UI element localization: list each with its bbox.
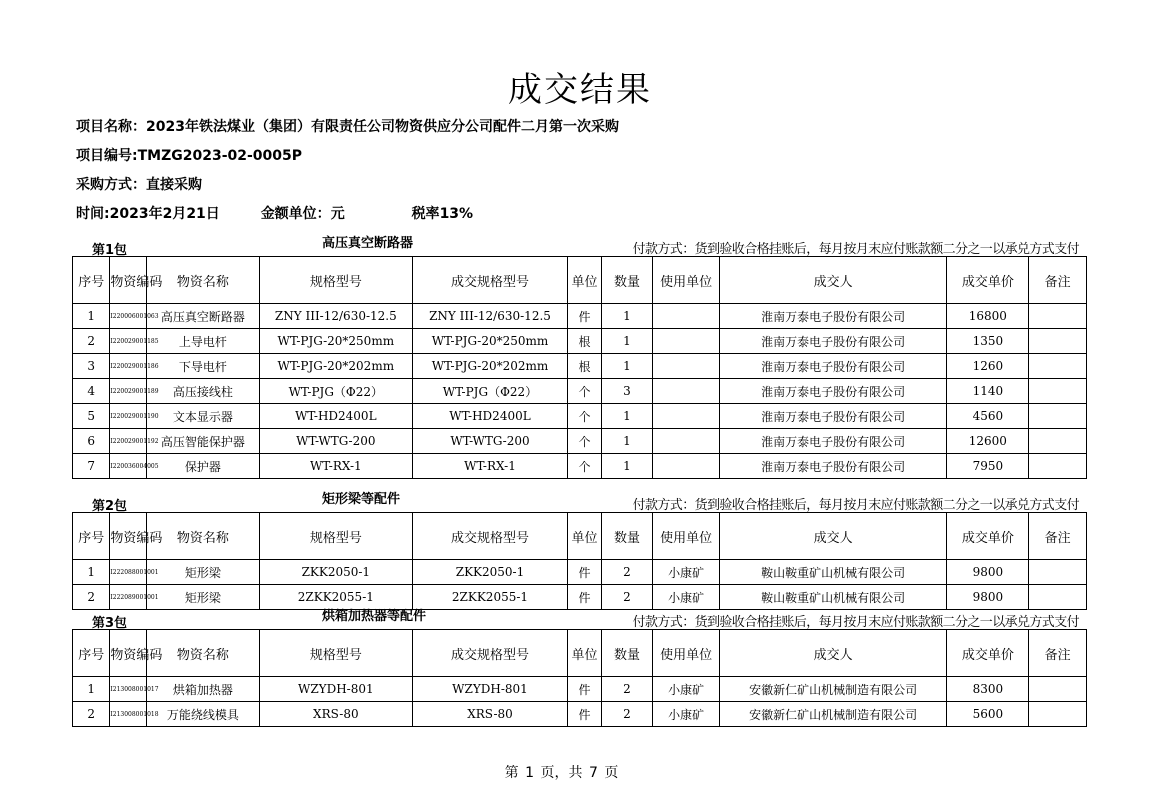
cell-user (653, 304, 720, 329)
cell-no: 1 (73, 677, 110, 702)
cell-deal-spec: WT-PJG-20*250mm (412, 329, 568, 354)
cell-no: 3 (73, 354, 110, 379)
method: 直接采购 (146, 177, 202, 193)
table-row (73, 454, 1087, 479)
cell-price: 7950 (947, 454, 1029, 479)
project-name: 2023年铁法煤业（集团）有限责任公司物资供应分公司配件二月第一次采购 (146, 119, 619, 135)
table-row (73, 429, 1087, 454)
cell-remark (1029, 304, 1087, 329)
cell-qty: 1 (601, 429, 653, 454)
cell-price: 5600 (947, 702, 1029, 727)
table-header-row (73, 630, 1087, 677)
column-header: 单位 (568, 257, 601, 304)
column-header: 使用单位 (653, 630, 720, 677)
method-label: 采购方式： (76, 177, 146, 193)
cell-price: 8300 (947, 677, 1029, 702)
time-line (76, 203, 473, 223)
column-header: 成交人 (719, 630, 946, 677)
cell-user (653, 354, 720, 379)
currency: 元 (330, 206, 345, 222)
cell-name: 矩形梁 (146, 560, 259, 585)
column-header: 使用单位 (653, 513, 720, 560)
column-header: 序号 (73, 257, 110, 304)
cell-spec: 2ZKK2055-1 (260, 585, 413, 610)
cell-qty: 1 (601, 354, 653, 379)
cell-remark (1029, 560, 1087, 585)
cell-no: 1 (73, 560, 110, 585)
method-line (76, 174, 202, 194)
cell-code: I220029001192 (110, 429, 146, 454)
cell-no: 6 (73, 429, 110, 454)
cell-name: 上导电杆 (146, 329, 259, 354)
table-row (73, 702, 1087, 727)
table-row (73, 354, 1087, 379)
cell-code: I220029001186 (110, 354, 146, 379)
cell-user: 小康矿 (653, 702, 720, 727)
page-footer (0, 762, 1123, 782)
cell-remark (1029, 429, 1087, 454)
cell-unit: 根 (568, 329, 601, 354)
cell-spec: WT-WTG-200 (260, 429, 413, 454)
cell-code: I220036004005 (110, 454, 146, 479)
cell-remark (1029, 677, 1087, 702)
cell-deal-spec: WT-RX-1 (412, 454, 568, 479)
package-label: 第1包 (92, 243, 128, 258)
cell-vendor: 淮南万泰电子股份有限公司 (719, 454, 946, 479)
cell-unit: 件 (568, 677, 601, 702)
cell-unit: 件 (568, 560, 601, 585)
package-label: 第2包 (92, 499, 128, 514)
cell-name: 保护器 (146, 454, 259, 479)
cell-no: 2 (73, 329, 110, 354)
table-header-row (73, 257, 1087, 304)
cell-unit: 件 (568, 585, 601, 610)
payment-note: 付款方式：货到验收合格挂账后，每月按月末应付账款额二分之一以承兑方式支付 (632, 615, 1079, 630)
cell-remark (1029, 585, 1087, 610)
cell-code: I222088001001 (110, 560, 146, 585)
column-header: 备注 (1029, 513, 1087, 560)
cell-name: 高压智能保护器 (146, 429, 259, 454)
column-header: 单位 (568, 513, 601, 560)
column-header: 成交单价 (947, 257, 1029, 304)
column-header: 成交规格型号 (412, 257, 568, 304)
cell-no: 2 (73, 702, 110, 727)
cell-qty: 2 (601, 677, 653, 702)
cell-remark (1029, 404, 1087, 429)
cell-user (653, 454, 720, 479)
table-row (73, 329, 1087, 354)
column-header: 成交单价 (947, 630, 1029, 677)
cell-qty: 2 (601, 585, 653, 610)
cell-remark (1029, 702, 1087, 727)
cell-vendor: 淮南万泰电子股份有限公司 (719, 379, 946, 404)
cell-price: 9800 (947, 560, 1029, 585)
cell-code: I220029001185 (110, 329, 146, 354)
cell-spec: WZYDH-801 (260, 677, 413, 702)
cell-unit: 个 (568, 454, 601, 479)
cell-name: 高压真空断路器 (146, 304, 259, 329)
column-header: 物资编码 (110, 257, 146, 304)
payment-note: 付款方式：货到验收合格挂账后，每月按月末应付账款额二分之一以承兑方式支付 (632, 498, 1079, 513)
cell-unit: 个 (568, 379, 601, 404)
table-row (73, 677, 1087, 702)
cell-qty: 1 (601, 329, 653, 354)
column-header: 单位 (568, 630, 601, 677)
cell-code: I220006001063 (110, 304, 146, 329)
package-title: 矩形梁等配件 (322, 492, 401, 507)
cell-price: 1260 (947, 354, 1029, 379)
cell-qty: 2 (601, 702, 653, 727)
cell-remark (1029, 379, 1087, 404)
column-header: 物资名称 (146, 630, 259, 677)
table-row (73, 585, 1087, 610)
cell-no: 1 (73, 304, 110, 329)
column-header: 规格型号 (260, 513, 413, 560)
cell-price: 12600 (947, 429, 1029, 454)
results-table (72, 512, 1087, 610)
cell-deal-spec: WT-PJG（Φ22） (412, 379, 568, 404)
cell-vendor: 淮南万泰电子股份有限公司 (719, 329, 946, 354)
cell-price: 9800 (947, 585, 1029, 610)
cell-vendor: 淮南万泰电子股份有限公司 (719, 304, 946, 329)
project-name-label: 项目名称： (76, 119, 146, 135)
cell-price: 1350 (947, 329, 1029, 354)
document-title: 成交结果 (508, 70, 652, 110)
cell-spec: WT-RX-1 (260, 454, 413, 479)
cell-spec: WT-PJG（Φ22） (260, 379, 413, 404)
cell-code: I213008001018 (110, 702, 146, 727)
cell-deal-spec: XRS-80 (412, 702, 568, 727)
tax-label: 税率 (411, 206, 440, 222)
cell-vendor: 鞍山鞍重矿山机械有限公司 (719, 585, 946, 610)
cell-deal-spec: ZKK2050-1 (412, 560, 568, 585)
cell-qty: 2 (601, 560, 653, 585)
cell-spec: WT-PJG-20*202mm (260, 354, 413, 379)
column-header: 数量 (601, 630, 653, 677)
package-header (72, 492, 1087, 514)
project-no: TMZG2023-02-0005P (137, 148, 303, 164)
column-header: 备注 (1029, 630, 1087, 677)
cell-remark (1029, 329, 1087, 354)
cell-vendor: 鞍山鞍重矿山机械有限公司 (719, 560, 946, 585)
cell-name: 下导电杆 (146, 354, 259, 379)
column-header: 物资名称 (146, 257, 259, 304)
page-total: 7 (588, 765, 598, 781)
column-header: 数量 (601, 257, 653, 304)
results-table (72, 629, 1087, 727)
cell-deal-spec: WZYDH-801 (412, 677, 568, 702)
column-header: 成交单价 (947, 513, 1029, 560)
time-label: 时间: (76, 206, 110, 222)
cell-unit: 根 (568, 354, 601, 379)
cell-no: 5 (73, 404, 110, 429)
package-header (72, 236, 1087, 258)
column-header: 规格型号 (260, 630, 413, 677)
footer-suffix: 页 (604, 765, 619, 781)
cell-qty: 1 (601, 404, 653, 429)
cell-name: 矩形梁 (146, 585, 259, 610)
project-no-label: 项目编号: (76, 148, 138, 164)
column-header: 物资编码 (110, 513, 146, 560)
cell-vendor: 淮南万泰电子股份有限公司 (719, 404, 946, 429)
column-header: 物资编码 (110, 630, 146, 677)
cell-spec: WT-PJG-20*250mm (260, 329, 413, 354)
table-row (73, 304, 1087, 329)
cell-user (653, 329, 720, 354)
cell-vendor: 淮南万泰电子股份有限公司 (719, 429, 946, 454)
cell-spec: ZNY III-12/630-12.5 (260, 304, 413, 329)
cell-spec: ZKK2050-1 (260, 560, 413, 585)
currency-label: 金额单位： (260, 206, 331, 222)
cell-price: 4560 (947, 404, 1029, 429)
page-number: 1 (525, 765, 535, 781)
cell-user: 小康矿 (653, 585, 720, 610)
cell-vendor: 安徽新仁矿山机械制造有限公司 (719, 677, 946, 702)
cell-name: 烘箱加热器 (146, 677, 259, 702)
time: 2023年2月21日 (109, 206, 220, 222)
column-header: 成交人 (719, 513, 946, 560)
cell-code: I220029001190 (110, 404, 146, 429)
cell-qty: 1 (601, 454, 653, 479)
cell-user: 小康矿 (653, 677, 720, 702)
project-name-line (76, 116, 619, 136)
cell-deal-spec: ZNY III-12/630-12.5 (412, 304, 568, 329)
package-label: 第3包 (92, 616, 128, 631)
results-table (72, 256, 1087, 479)
cell-code: I222089001001 (110, 585, 146, 610)
column-header: 备注 (1029, 257, 1087, 304)
cell-remark (1029, 454, 1087, 479)
cell-unit: 个 (568, 404, 601, 429)
cell-vendor: 淮南万泰电子股份有限公司 (719, 354, 946, 379)
column-header: 数量 (601, 513, 653, 560)
cell-spec: WT-HD2400L (260, 404, 413, 429)
column-header: 规格型号 (260, 257, 413, 304)
column-header: 成交规格型号 (412, 513, 568, 560)
column-header: 成交规格型号 (412, 630, 568, 677)
cell-user: 小康矿 (653, 560, 720, 585)
cell-user (653, 379, 720, 404)
column-header: 物资名称 (146, 513, 259, 560)
cell-remark (1029, 354, 1087, 379)
column-header: 使用单位 (653, 257, 720, 304)
cell-name: 万能绕线模具 (146, 702, 259, 727)
table-row (73, 560, 1087, 585)
cell-code: I220029001189 (110, 379, 146, 404)
column-header: 成交人 (719, 257, 946, 304)
cell-price: 16800 (947, 304, 1029, 329)
package-header (72, 609, 1087, 631)
cell-no: 2 (73, 585, 110, 610)
column-header: 序号 (73, 630, 110, 677)
cell-deal-spec: WT-WTG-200 (412, 429, 568, 454)
cell-spec: XRS-80 (260, 702, 413, 727)
column-header: 序号 (73, 513, 110, 560)
cell-unit: 件 (568, 304, 601, 329)
cell-unit: 件 (568, 702, 601, 727)
table-row (73, 379, 1087, 404)
table-row (73, 404, 1087, 429)
cell-user (653, 429, 720, 454)
footer-middle: 页，共 (540, 765, 583, 781)
payment-note: 付款方式：货到验收合格挂账后，每月按月末应付账款额二分之一以承兑方式支付 (632, 242, 1079, 257)
cell-unit: 个 (568, 429, 601, 454)
package-title: 烘箱加热器等配件 (322, 609, 427, 624)
footer-prefix: 第 (504, 765, 519, 781)
cell-name: 高压接线柱 (146, 379, 259, 404)
cell-deal-spec: WT-PJG-20*202mm (412, 354, 568, 379)
cell-deal-spec: WT-HD2400L (412, 404, 568, 429)
cell-name: 文本显示器 (146, 404, 259, 429)
cell-deal-spec: 2ZKK2055-1 (412, 585, 568, 610)
cell-price: 1140 (947, 379, 1029, 404)
table-header-row (73, 513, 1087, 560)
cell-user (653, 404, 720, 429)
cell-no: 7 (73, 454, 110, 479)
project-no-line (76, 145, 302, 165)
cell-no: 4 (73, 379, 110, 404)
cell-code: I213008001017 (110, 677, 146, 702)
cell-qty: 1 (601, 304, 653, 329)
cell-qty: 3 (601, 379, 653, 404)
cell-vendor: 安徽新仁矿山机械制造有限公司 (719, 702, 946, 727)
tax: 13% (439, 206, 474, 222)
package-title: 高压真空断路器 (322, 236, 414, 251)
